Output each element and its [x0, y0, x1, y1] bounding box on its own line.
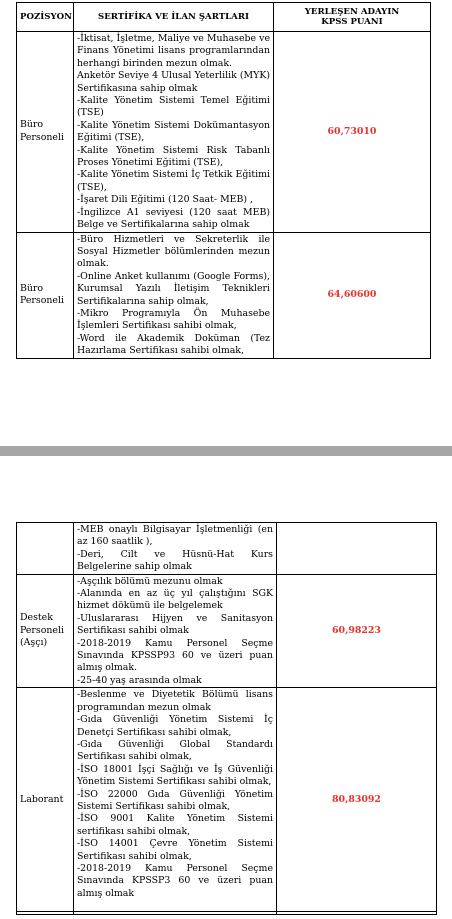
requirement-item: Anketör Seviye 4 Ulusal Yeterlilik (MYK) Sertifikasına sahip olmak [77, 70, 270, 94]
header-requirements: SERTİFİKA VE İLAN ŞARTLARI [74, 3, 274, 32]
position-label: Büro [20, 282, 44, 294]
position-cell [17, 32, 74, 233]
requirement-item: -Mikro Programıyla Ön Muhasebe İşlemleri Sertifikası sahibi olmak, [77, 307, 270, 332]
document-page-top [0, 0, 452, 446]
position-label: (Aşçı) [20, 637, 48, 649]
requirement-item: -İSO 9001 Kalite Yönetim Sistemi sertifikası sahibi olmak, [77, 813, 273, 837]
position-label: Personeli [20, 295, 64, 307]
requirement-item: -2018-2019 Kamu Personel Seçme Sınavında KPSSP3 60 ve üzeri puan almış olmak [77, 862, 273, 899]
requirement-item: -Kalite Yönetim Sistemi Risk Tabanlı Proses Yönetimi Eğitimi (TSE), [77, 144, 270, 169]
requirement-item: -İktisat, İşletme, Maliye ve Muhasebe ve Finans Yönetimi lisans programlarından herhangi birinden mezun olmak. [77, 33, 270, 69]
position-label: Destek [20, 612, 53, 624]
kpss-score: 80,83092 [277, 688, 437, 912]
table-row [17, 232, 431, 358]
position-label: Laborant [20, 793, 64, 805]
requirements-table-top [16, 2, 431, 359]
position-cell [17, 523, 74, 575]
requirements-cell [74, 688, 277, 912]
requirement-item: -25-40 yaş arasında olmak [77, 674, 202, 686]
requirement-item: -Deri, Cilt ve Hüsnü-Hat Kurs Belgelerine sahip olmak [77, 548, 273, 573]
requirement-item: -Word ile Akademik Doküman (Tez Hazırlama Sertifikası sahibi olmak, [77, 332, 270, 357]
position-label: Büro [20, 119, 44, 131]
requirement-item: -İSO 18001 İşçi Sağlığı ve İş Güvenliği Yönetim Sistemi Sertifikası sahibi olmak, [77, 763, 273, 788]
requirement-item: -Kalite Yönetim Sistemi Dokümantasyon Eğitimi (TSE), [77, 119, 270, 144]
requirement-item: -Alanında en az üç yıl çalıştığını SGK hizmet dökümü ile belgelemek [77, 588, 273, 612]
table-header-row [17, 3, 431, 32]
requirement-item: -Gıda Güvenliği Yönetim Sistemi İç Denetçi Sertifikası sahibi olmak, [77, 714, 273, 738]
header-position: POZİSYON [17, 3, 74, 32]
position-cell [17, 688, 74, 912]
requirements-cell [74, 523, 277, 575]
requirement-item: -İSO 22000 Gıda Güvenliği Yönetim Sistemi Sertifikası sahibi olmak, [77, 788, 273, 812]
page-separator [0, 446, 452, 456]
requirement-item: -İşaret Dili Eğitimi (120 Saat- MEB) , [77, 194, 254, 206]
position-label: Personeli [20, 131, 64, 143]
requirement-item: -İngilizce A1 seviyesi (120 saat MEB) Belge ve Sertifikalarına sahip olmak [77, 206, 270, 231]
position-cell [17, 574, 74, 688]
requirement-item: -Uluslararası Hijyen ve Sanitasyon Sertifikası sahibi olmak [77, 612, 273, 637]
position-cell [17, 232, 74, 358]
kpss-score: 64,60600 [274, 232, 431, 358]
table-row [17, 574, 437, 688]
requirement-item: -Büro Hizmetleri ve Sekreterlik ile Sosyal Hizmetler bölümlerinden mezun olmak. [77, 233, 270, 270]
document-page-bottom [0, 456, 452, 919]
header-score-line1: YERLEŞEN ADAYIN [304, 6, 400, 17]
requirements-table-bottom [16, 522, 437, 915]
score-cell [277, 912, 437, 915]
requirement-item: -Beslenme ve Diyetetik Bölümü lisans programından mezun olmak [77, 689, 273, 713]
requirement-item: -Online Anket kullanımı (Google Forms), Kurumsal Yazılı İletişim Teknikleri Sertifikalarına sahip olmak, [77, 270, 270, 307]
table-row [17, 32, 431, 233]
requirement-item: -Gıda Güvenliği Global Standardı Sertifikası sahibi olmak, [77, 738, 273, 763]
requirements-cell [74, 32, 274, 233]
header-score-line2: KPSS PUANI [321, 17, 383, 27]
kpss-score: 60,73010 [274, 32, 431, 233]
requirements-cell [74, 574, 277, 688]
requirement-item: -2018-2019 Kamu Personel Seçme Sınavında KPSSP93 60 ve üzeri puan almış olmak. [77, 637, 273, 674]
requirement-item: -İSO 14001 Çevre Yönetim Sistemi Sertifikası sahibi olmak, [77, 838, 273, 862]
table-row-continued [17, 912, 437, 915]
requirement-item: -Aşçılık bölümü mezunu olmak [77, 575, 223, 587]
requirements-cell [74, 912, 277, 915]
position-label: Personeli [20, 624, 64, 636]
table-row [17, 523, 437, 575]
requirement-item: -Kalite Yönetim Sistemi İç Tetkik Eğitimi (TSE), [77, 169, 270, 193]
table-row [17, 688, 437, 912]
requirement-item: -Kalite Yönetim Sistemi Temel Eğitimi (TSE) [77, 95, 270, 119]
requirements-cell [74, 232, 274, 358]
requirement-item: -MEB onaylı Bilgisayar İşletmenliği (en az 160 saatlik ), [77, 524, 273, 548]
position-cell [17, 912, 74, 915]
header-score [274, 3, 431, 32]
kpss-score [277, 523, 437, 575]
kpss-score: 60,98223 [277, 574, 437, 688]
